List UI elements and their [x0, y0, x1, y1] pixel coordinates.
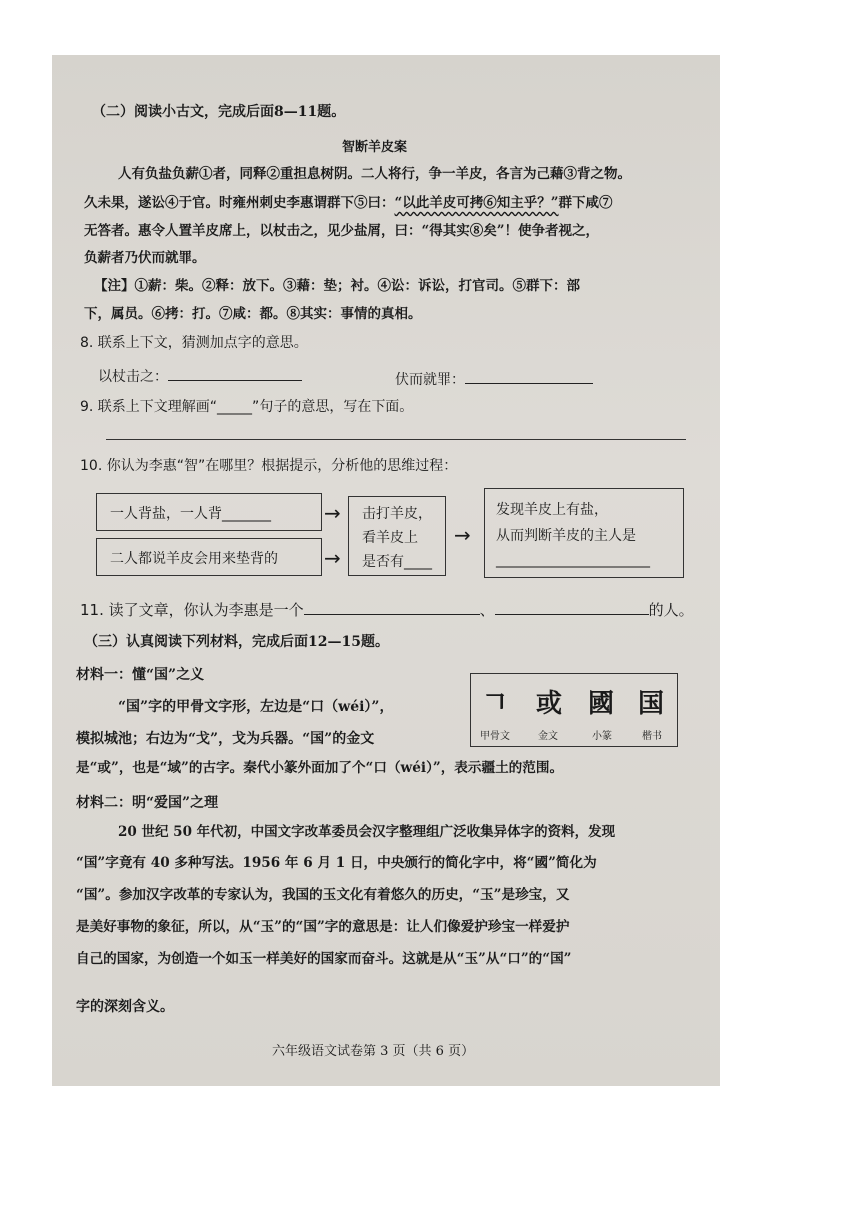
q8-answer2-blank[interactable] — [465, 371, 593, 384]
q8-item1 — [98, 368, 302, 384]
passage-line-4: 负薪者乃伏而就罪。 — [84, 250, 206, 266]
q8-answer1-blank[interactable] — [168, 368, 302, 381]
q10-stem: 10. 你认为李惠“智”在哪里？根据提示，分析他的思维过程： — [80, 458, 458, 474]
caption-regular: 楷书 — [642, 731, 662, 742]
exam-page — [52, 55, 720, 1086]
oracle-bone-glyph: 𠃍 — [482, 689, 509, 719]
material1-line-2: 模拟城池；右边为“戈”，戈为兵器。“国”的金文 — [76, 731, 375, 747]
flow-box-4-line3: ______________________ — [496, 552, 650, 568]
material1-line-1: “国”字的甲骨文字形，左边是“口（wéi）”， — [118, 699, 394, 715]
material2-line-2: “国”字竟有 40 多种写法。1956 年 6 月 1 日，中央颁行的简化字中，将“國”简化为 — [76, 855, 597, 871]
section3-heading: （三）认真阅读下列材料，完成后面12—15题。 — [84, 634, 389, 650]
material2-line-1: 20 世纪 50 年代初，中国文字改革委员会汉字整理组广泛收集异体字的资料，发现 — [118, 824, 616, 840]
q8-item2 — [395, 371, 593, 387]
q11-blank-2[interactable] — [495, 602, 649, 615]
q11-sep: 、 — [479, 601, 495, 619]
q11-blank-1[interactable] — [304, 602, 480, 615]
regular-glyph: 国 — [638, 689, 665, 719]
passage-title: 智断羊皮案 — [342, 140, 408, 155]
flow-box-3-line3: 是否有____ — [362, 554, 432, 570]
flow-box-3-line2: 看羊皮上 — [362, 530, 418, 546]
q9-stem: 9. 联系上下文理解画“_____”句子的意思，写在下面。 — [80, 399, 414, 415]
notes-line-1: 【注】①薪：柴。②释：放下。③藉：垫；衬。④讼：诉讼，打官司。⑤群下：部 — [94, 278, 580, 294]
caption-oracle: 甲骨文 — [480, 731, 510, 742]
q8-item2-label: 伏而就罪： — [395, 372, 465, 388]
notes-line-2: 下，属员。⑥拷：打。⑦咸：都。⑧其实：事情的真相。 — [84, 306, 422, 322]
q8-stem: 8. 联系上下文，猜测加点字的意思。 — [80, 335, 308, 351]
q9-answer-line[interactable] — [106, 439, 686, 440]
passage-line-2a: 久未果，遂讼④于官。时雍州刺史李惠谓群下⑤曰： — [84, 195, 395, 211]
flow-box-2-text: 二人都说羊皮会用来垫背的 — [110, 551, 278, 567]
caption-bronze: 金文 — [538, 731, 558, 742]
flow-box-4-line2: 从而判断羊皮的主人是 — [496, 528, 636, 544]
caption-seal: 小篆 — [592, 731, 612, 742]
material2-line-5: 自己的国家，为创造一个如玉一样美好的国家而奋斗。这就是从“玉”从“口”的“国” — [76, 951, 572, 967]
flow-box-1-text: 一人背盐，一人背_______ — [110, 506, 271, 522]
q8-item1-label: 以杖击之： — [98, 369, 168, 385]
arrow-right-icon: → — [454, 523, 471, 547]
passage-line-2 — [84, 197, 613, 211]
material2-line-4: 是美好事物的象征，所以，从“玉”的“国”字的意思是：让人们像爱护珍宝一样爱护 — [76, 919, 570, 935]
passage-line-1: 人有负盐负薪①者，同释②重担息树阴。二人将行，争一羊皮，各言为己藉③背之物。 — [118, 166, 631, 182]
arrow-right-icon: → — [324, 546, 341, 570]
page-footer: 六年级语文试卷第 3 页（共 6 页） — [272, 1044, 475, 1059]
material1-line-3: 是“或”，也是“域”的古字。秦代小篆外面加了个“口（wéi）”，表示疆土的范围。 — [76, 760, 564, 776]
flow-box-3-line1: 击打羊皮， — [362, 506, 432, 522]
material2-line-3: “国”。参加汉字改革的专家认为，我国的玉文化有着悠久的历史，“玉”是珍宝，又 — [76, 887, 570, 903]
seal-glyph: 國 — [588, 689, 615, 719]
flow-box-4-line1: 发现羊皮上有盐， — [496, 502, 608, 518]
material2-line-6: 字的深刻含义。 — [76, 999, 174, 1015]
bronze-glyph: 或 — [536, 689, 563, 719]
passage-line-2b: 群下咸⑦ — [558, 195, 613, 211]
q11-tail: 的人。 — [648, 601, 694, 619]
material1-title: 材料一：懂“国”之义 — [76, 667, 205, 683]
q11-line — [80, 602, 694, 618]
underlined-sentence: “以此羊皮可拷⑥知主乎？” — [394, 195, 559, 211]
q11-stem: 11. 读了文章，你认为李惠是一个 — [80, 601, 304, 619]
material2-title: 材料二：明“爱国”之理 — [76, 795, 219, 811]
section2-heading: （二）阅读小古文，完成后面8—11题。 — [92, 104, 346, 120]
passage-line-3: 无答者。惠令人置羊皮席上，以杖击之，见少盐屑，曰：“得其实⑧矣”！使争者视之， — [84, 223, 600, 239]
arrow-right-icon: → — [324, 501, 341, 525]
